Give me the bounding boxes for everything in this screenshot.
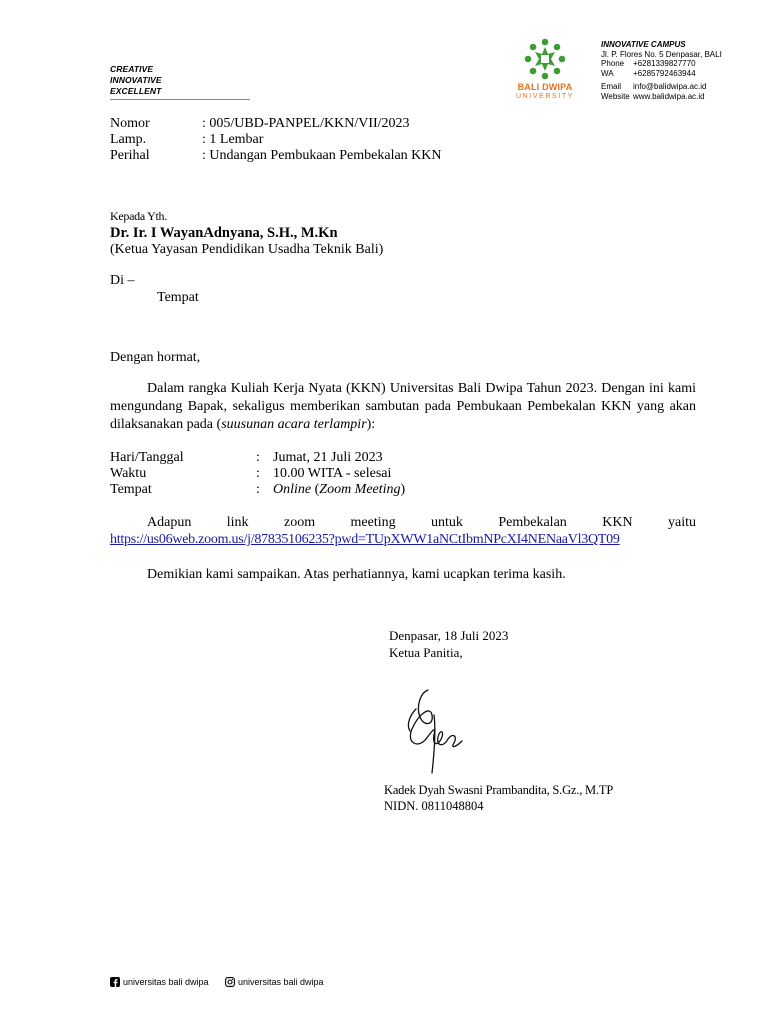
footer-instagram[interactable] xyxy=(225,976,324,988)
hari-label: Hari/Tanggal xyxy=(110,450,184,465)
email-label: Email xyxy=(601,82,622,92)
contact-block xyxy=(601,40,722,102)
university-logo xyxy=(505,38,585,104)
logo-subtitle: UNIVERSITY xyxy=(515,93,574,100)
paragraph-intro-text: Dalam rangka Kuliah Kerja Nyata (KKN) Universitas Bali Dwipa Tahun 2023. Dengan ini kami mengundang Bapak, sekaligus memberikan sambutan pada Pembukaan Pembekalan KKN yang akan dilaksanakan pada ( xyxy=(110,381,696,432)
tagline-line: INNOVATIVE xyxy=(110,75,162,85)
university-emblem-icon xyxy=(524,38,566,80)
lamp-label: Lamp. xyxy=(110,132,147,147)
instagram-handle: universitas bali dwipa xyxy=(238,977,324,987)
contact-email xyxy=(601,82,722,92)
wa-label: WA xyxy=(601,68,614,78)
detail-colon: : xyxy=(256,466,260,481)
closing-text: Demikian kami sampaikan. Atas perhatiannya, kami ucapkan terima kasih. xyxy=(147,567,566,582)
tempat-mid: ( xyxy=(311,482,320,497)
paragraph-intro xyxy=(110,380,696,434)
footer-facebook[interactable] xyxy=(110,976,209,988)
logo-name: BALI DWIPA xyxy=(517,82,573,92)
recipient-position: (Ketua Yayasan Pendidikan Usadha Teknik Bali) xyxy=(110,242,384,257)
contact-title: INNOVATIVE CAMPUS xyxy=(601,40,686,49)
paragraph-link-intro: Adapun link zoom meeting untuk Pembekalan KKN yaitu xyxy=(147,515,696,530)
recipient-name: Dr. Ir. I WayanAdnyana, S.H., M.Kn xyxy=(110,225,338,241)
waktu-value: 10.00 WITA - selesai xyxy=(273,466,392,481)
facebook-handle: universitas bali dwipa xyxy=(123,977,209,987)
website-label: Website xyxy=(601,91,630,101)
signer-nidn: NIDN. 0811048804 xyxy=(384,799,484,813)
hari-value: Jumat, 21 Juli 2023 xyxy=(273,450,383,465)
paragraph-intro-italic: suusunan acara terlampir xyxy=(221,417,367,432)
handwritten-signature xyxy=(398,685,468,780)
signature-role: Ketua Panitia, xyxy=(389,645,463,660)
email-value[interactable]: info@balidwipa.ac.id xyxy=(633,82,707,92)
facebook-icon xyxy=(110,977,120,987)
tagline xyxy=(110,64,250,100)
tagline-line: CREATIVE xyxy=(110,64,154,74)
wa-value: +6285792463944 xyxy=(633,68,696,78)
kepada-label: Kepada Yth. xyxy=(110,209,167,223)
contact-phone xyxy=(601,59,722,69)
waktu-label: Waktu xyxy=(110,466,147,481)
signature-date: Denpasar, 18 Juli 2023 xyxy=(389,628,509,643)
tempat-online: Online xyxy=(273,482,312,497)
perihal-label: Perihal xyxy=(110,148,150,163)
tempat-detail-label: Tempat xyxy=(110,482,152,497)
detail-colon: : xyxy=(256,450,260,465)
tagline-line: EXCELLENT xyxy=(110,86,162,96)
greeting: Dengan hormat, xyxy=(110,350,201,365)
tempat-end: ) xyxy=(400,482,406,497)
instagram-icon xyxy=(225,977,235,987)
paragraph-intro-end: ): xyxy=(366,417,376,432)
contact-website xyxy=(601,92,722,102)
contact-wa xyxy=(601,69,722,79)
zoom-meeting-link[interactable]: https://us06web.zoom.us/j/87835106235?pwd=TUpXWW1aNCtIbmNPcXI4NENaaVl3QT09 xyxy=(110,532,620,547)
phone-value: +6281339827770 xyxy=(633,59,696,69)
website-value[interactable]: www.balidwipa.ac.id xyxy=(633,91,705,101)
nomor-value: : 005/UBD-PANPEL/KKN/VII/2023 xyxy=(202,116,410,131)
tempat-detail-value xyxy=(273,482,405,498)
tempat-label: Tempat xyxy=(157,290,199,305)
tempat-zoom: Zoom Meeting xyxy=(319,482,401,497)
perihal-value: : Undangan Pembukaan Pembekalan KKN xyxy=(202,148,442,163)
detail-colon: : xyxy=(256,482,260,497)
contact-address: Jl. P. Flores No. 5 Denpasar, BALI xyxy=(601,49,722,59)
phone-label: Phone xyxy=(601,59,625,69)
di-label: Di – xyxy=(110,273,135,288)
nomor-label: Nomor xyxy=(110,116,150,131)
lamp-value: : 1 Lembar xyxy=(202,132,264,147)
signer-name: Kadek Dyah Swasni Prambandita, S.Gz., M.TP xyxy=(384,783,614,797)
